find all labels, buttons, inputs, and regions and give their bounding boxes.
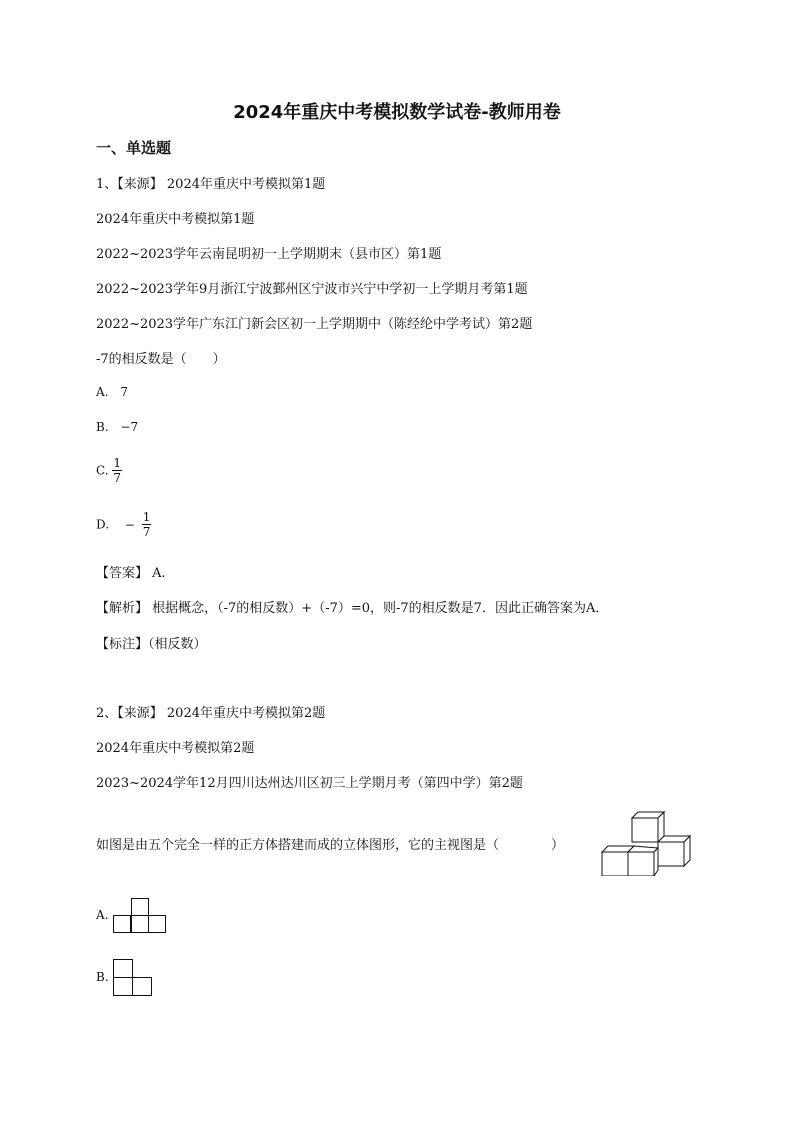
q1-tag: 【标注】（相反数）: [96, 637, 207, 652]
option-label: B.: [96, 970, 109, 984]
q1-answer: 【答案】 A.: [96, 566, 166, 581]
q1-option-b[interactable]: [96, 420, 138, 434]
q2-source-2: 2023~2024学年12月四川达州达川区初三上学期月考（第四中学）第2题: [96, 776, 523, 791]
option-label: D.: [96, 517, 110, 532]
front-view-b-figure: [113, 959, 153, 997]
q2-option-b[interactable]: [96, 970, 109, 984]
q1-source-1: 2024年重庆中考模拟第1题: [96, 212, 255, 227]
cube-stack-figure: [596, 810, 696, 876]
q1-source-2: 2022~2023学年云南昆明初一上学期期末（县市区）第1题: [96, 247, 442, 262]
fraction: [112, 456, 122, 485]
q2-source-1: 2024年重庆中考模拟第2题: [96, 741, 255, 756]
fraction-numerator: 1: [142, 510, 151, 524]
q1-source-4: 2022~2023学年广东江门新会区初一上学期期中（陈经纶中学考试）第2题: [96, 317, 533, 332]
fraction-denominator: 7: [142, 525, 151, 539]
q1-stem: -7的相反数是（ ）: [96, 352, 226, 367]
option-value: 7: [120, 385, 128, 399]
fraction-numerator: 1: [113, 456, 122, 470]
q2-source-line: 2、【来源】 2024年重庆中考模拟第2题: [96, 706, 326, 721]
option-label: B.: [96, 420, 109, 434]
q1-option-d[interactable]: [96, 510, 151, 539]
page-title: 2024年重庆中考模拟数学试卷-教师用卷: [233, 102, 561, 123]
fraction-denominator: 7: [113, 471, 122, 485]
q1-option-a[interactable]: [96, 385, 128, 399]
minus-sign: −: [124, 517, 135, 532]
front-view-a-figure: [113, 898, 167, 934]
section-heading: 一、单选题: [96, 139, 172, 157]
q1-source-3: 2022~2023学年9月浙江宁波鄞州区宁波市兴宁中学初一上学期月考第1题: [96, 282, 528, 297]
option-value: −7: [120, 420, 139, 434]
option-label: C.: [96, 463, 109, 478]
option-label: A.: [96, 908, 109, 922]
q1-analysis: 【解析】 根据概念，（-7的相反数）+（-7）=0，则-7的相反数是7．因此正确答案为A．: [96, 601, 609, 616]
fraction: [142, 510, 152, 539]
q1-option-c[interactable]: [96, 456, 122, 485]
q2-stem: 如图是由五个完全一样的正方体搭建而成的立体图形，它的主视图是（ ）: [96, 838, 565, 853]
option-label: A.: [96, 385, 109, 399]
q1-source-line: 1、【来源】 2024年重庆中考模拟第1题: [96, 177, 326, 192]
q2-option-a[interactable]: [96, 908, 108, 922]
